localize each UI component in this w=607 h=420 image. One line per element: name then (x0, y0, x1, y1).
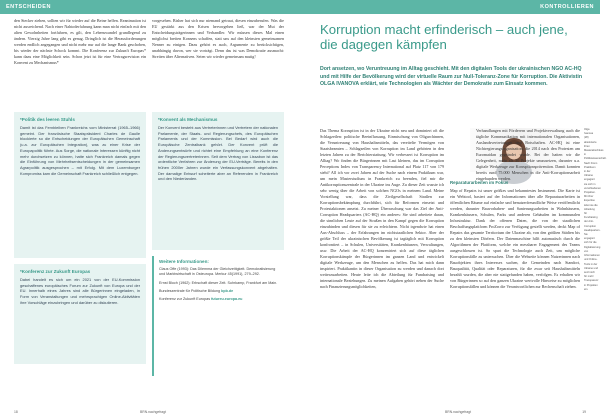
right-body-paragraph-2: Map of Repairs ist unser größtes und bekanntestes Instrument. Die Karte ist ein Webtool, basiert auf der Informationen über alle Reparaturarbeiten in öffentlichen Räume auf einfache und benutzerfreundliche Weise veröffentlicht werden, darunter Bauvorhaben- und Sanierungsarbeiten in Wohnhäusern, Krankenhäusern, Schulen, Parks und anderen Gebäuden im kommunalen Infrastruktur. Dank der offenen Daten, die von der staatlichen Beschaffungsplattform ProZorro zur Verfügung gestellt werden, deckt Map of Repairs das gesamte Territorium der Ukraine ab, von den größten Städten bis zu den kleinsten Dörfern. Der Datenmaschine hilft automatisch durch die Algorithmen der Plattform, welche ein messbarer Engagement des Teams ausgeschlossen ist. So spart die Technologie auch Zeit, um mögliche Korruptionsfälle zu untersuchen. Über die Webseite können Nutzerinnen nach Bauobjekten ihres Interesses suchen, die Gemeinden nach Standort, Bauqualität, Qualität oder Reparaturen, für die zwar seit Haushaltsmitteln bezahlt wurden, die aber nie stattgefunden haben, verfolgen. Es erhalten wir von Bürgerinnen so auf den ganzen Ukraine wertvolle Hinweise zu möglichen Korruptionsfällen und können die Verantwortlichen zur Rechenschaft ziehen. (450, 188, 580, 289)
right-page (300, 0, 607, 420)
article-headline: Korruption macht erfinderisch – auch jene, die dagegen kämpfen (320, 22, 568, 52)
left-body-column-1 (14, 18, 146, 108)
box-politik-leeren-stuhls (14, 112, 146, 258)
info-label-futureu: Konferenz zur Zukunft Europas (159, 297, 211, 302)
left-page (0, 0, 300, 420)
info-title: Weitere Informationen: (159, 259, 209, 264)
right-body-column-2 (450, 176, 580, 406)
info-line-futureu (159, 297, 279, 302)
footer-brand-right: BRN.nachgefragt (445, 410, 472, 414)
right-body-column-1 (320, 128, 444, 406)
box-text: Dabei handelt es sich um ein 2021 von der EU-Kommission geschaffenes europäisches Forum zur Zukunft von Europa und der EU. Innerhalb eines Jahres sind alle Bürgerinnen eingeladen, in Form von Veranstaltungen und mehrsprachigen Online-Aktivitäten ihre Vorschläge einzubringen und darüber zu diskutieren. (20, 277, 140, 305)
left-body-paragraph-1: den Stecker ziehen, sollten wir für wieder auf die Beine helfen. Reanimation ist nicht ausreichend. Nach einer Nahtoderfahrung kann man nicht einfach mit den alten Gewohnheiten fortfahren, es gilt, den Lebenswandel grundlegend zu ändern. Vierzig Jahre lang gibt es genug. Dringlich ist die Herausforderungen werden endlich angegangen und nicht mehr nur auf die lange Bank geschoben, bis wieder der nächste Schock kommt. Die Konferenz zur Zukunft Europas* kann dazu eine Möglichkeit sein. Schon jetzt ist für eine Vertragsrevision ein Konvent zu Mechanismus* (14, 18, 146, 65)
box-title: *Konferenz zur Zukunft Europas (20, 269, 91, 274)
box-title: *Politik des leeren Stuhls (20, 117, 75, 122)
info-line-bpb (159, 289, 279, 294)
left-body-column-2 (152, 18, 284, 108)
right-body-column-2-intro (450, 128, 580, 181)
footer-brand-left: BRN.nachgefragt (140, 410, 167, 414)
footer-page-number-left: 18 (14, 410, 18, 414)
section-tab-kontrollieren: KONTROLLIEREN (300, 0, 600, 14)
box-text: Damit ist das Fernbleiben Frankreichs vom Ministerrat (1965–1966) gemeint. Der französische Staatspräsident Charles de Gaulle blockierte so die Entscheidungen der Europäischen Gemeinschaft (u.a. zur Europäischen Integration), was zu einer Krise der Europapolitik führte. Aus Sorge, die nationale Interessen künftig nicht mehr durchsetzen zu können, hatte sich Frankreich damals gegen die Einführung von Mehrheitsentscheidungen in der gemeinsamen Agrarpolitik ausgesprochen – mit Erfolg. Mit dem Luxemburger Kompromiss kam die Gemeinschaft Frankreich schließlich entgegen. (20, 125, 140, 176)
article-lede: Dort ansetzen, wo Veruntreuung im Alltag geschieht. Mit den digitalen Tools der ukrainischen NGO AC-HQ und mit Hilfe der Bevölkerung wird der virtuelle Raum zur Null-Toleranz-Zone für Korruption. Die Aktivistin OLGA IVANOVA erklärt, wie Technologien als Wächter der Demokratie zum Einsatz kommen. (320, 66, 582, 87)
box-title: *Konvent als Mechanismus (158, 117, 218, 122)
box-text: Der Konvent besteht aus Vertreterinnen und Vertretern der nationalen Parlamente, der Staats- und Regierungschefs, des Europäischen Parlaments und der Kommission. Bei Bedarf wird auch die Europäische Zentralbank gehört. Der Konvent prüft die Änderungsentwürfe und richtet eine Empfehlung an eine Konferenz der Regierungsvertreterinnen. Seit dem Vertrag von Lissabon ist das ordentliche Verfahren zur Änderung der EU-Verträge. Bereits in den frühen 2000er Jahren wurde ein Verfassungskonvent abgehalten. Der damalige Entwurf scheiterte aber an Referenden in Frankreich und den Niederlanden. (158, 125, 278, 182)
info-item-bloch: Ernst Bloch (1962): Erbschaft dieser Zeit. Suhrkamp, Frankfurt am Main. (159, 280, 278, 285)
subhead-reparaturarbeiten: Reparaturarbeiten im Fokus (450, 180, 509, 185)
left-body-paragraph-2: vorgesehen. Bisher hat sich nur niemand getraut, diesen einzuberufen. Was die EU gestärkt aus den Krisen hervorgehen ließ, war der Mut der Entscheidungsträgerinnen und Verhandler. Wir müssen dieses Mal einen möglichst breiten Konsens schaffen, statt uns auf den kleinsten gemeinsamen Nenner zu einigen. Dazu gehört es auch, Argumente zu berücksichtigen, unabhängig davon, wer sie vorträgt. Denn das ist was Demokratie ausmacht: Streiten über Alternativen. Seien wir wieder gemeinsam mutig! (152, 18, 284, 59)
author-side-note: Olga Ivanova (28) absolvierte ihren Masterabschluss in Politikwissenschaft. Nach ihrem Praktikum in der Ukraine engagiert sie sich in verschiedenen Projekten. Mit ihrer Expertise leitet sie die Abteilung für Fundraising der Anti-Corruption Headquarters. Sie engagiert sich für die Digitalisierung von Informationen und Online-Tools in der Ukraine und setzt sich für mehr Transparenz in Projekten ein. (584, 128, 607, 291)
section-tab-entscheiden: ENTSCHEIDEN (0, 0, 300, 14)
footer-page-number-right: 19 (582, 410, 586, 414)
info-box-weitere-informationen (152, 256, 284, 376)
info-label-bpb: Bundeszentrale für Politische Bildung (159, 288, 221, 293)
info-item-offe: Claus Offe (1993): Das Dilemma der Gleichzeitigkeit. Demokratisierung und Marktwirtschaft in Osteuropa. Merkur 45(1991), 279–292. (159, 267, 276, 277)
right-intro-paragraph: Verhandlungen mit Förderern und Projektverwaltung auch die tägliche Kommunikation mit internationalen Organisationen, Auslandsvertretungen und Botschaften. AC-HQ ist eine Nichtregierungsorganisation, die 2014 nach den Protesten am Euromaidan gegründet wurde. Bei der hatten wir die Gelegenheit, mehr als 30 Projekte umzusetzen, darunter u.a. digitale Werkzeuge zur Korruptionsprävention. Damit konnten bereits rund 75.000 Menschen in die Anti-Korruptionsarbeit eingebunden werden. (476, 128, 580, 181)
link-futureu[interactable]: futureu.europa.eu (211, 297, 243, 302)
box-konferenz-zukunft (14, 264, 146, 364)
box-konvent-mechanismus (152, 112, 284, 250)
right-body-paragraph-1: Das Thema Korruption ist in der Ukraine nicht neu und dominiert oft die Schlagzeilen: politische Beeinflussung, Einmischung von Oligarchinnen, die Veruntreuung von Haushaltsmitteln, das vereitelte Vermögen von Staatsbeamten – Schlagzeilen von Korruption im Land gehörten in den letzten Jahren zu der Berichterstattung. Wir verbessert ist Korruption im Alltag? Wo finden die Bürgerinnen mit Last kleinen, das im Corruption Perceptions Index von Transparency International auf Platz 117 von 179 steht? All ich vor zwei Jahren auf der Suche nach einem Praktikum war, um mein Masterstudium in Frankreich zu beenden, fiel mir die Antikorruptionszentrale in der Ukraine ins Auge. Zu dieser Zeit wusste ich sehr wenig über die Arbeit von solchen NGOs in meinem Land. Meine Vorstellung war, dass die Zivilgesellschaft Straßen zur Korruptionsbekämpfung durchführt, sich für Reformen einsetzt und Protestaktionen ansetzt. Zu meiner Überraschung war das Ziel der Anti-Corruption Headquarters (AC-HQ) ein anderes: Sie sind arbeitete daran, die sinnlichen Leute auf der Straßen in den Kampf gegen die Korruption einzubinden und diesen für sie zu erleichtern. Nicht irgendwie hat einen Aus-Abschluss – der Erfahrungen im nichtstaatlichen Sektor. Aber der größte Teil der ukrainischen Bevölkerung ist tagtäglich mit Korruption konfrontiert – in Schulen, Universitäten, Krankenhäusern, Verwaltungen, usw. Die Arbeit der AC-HQ konzentriert sich auf diese täglichen Korruptionskämpfe der Bürgerinnen im ganzen Land und entwickelt digitale Werkzeuge, um den Menschen zu helfen. Das hat mich dann inspiriert. Praktikantin in dieser Organisation zu werden und danach dort weiterzuarbeiten. Heute leite ich die Abteilung für Fundraising und internationale Beziehungen. Zu meinen Aufgaben gehört neben der Suche nach Finanzierungsmöglichkeiten, (320, 128, 444, 289)
link-bpb[interactable]: bpb.de (221, 288, 234, 293)
